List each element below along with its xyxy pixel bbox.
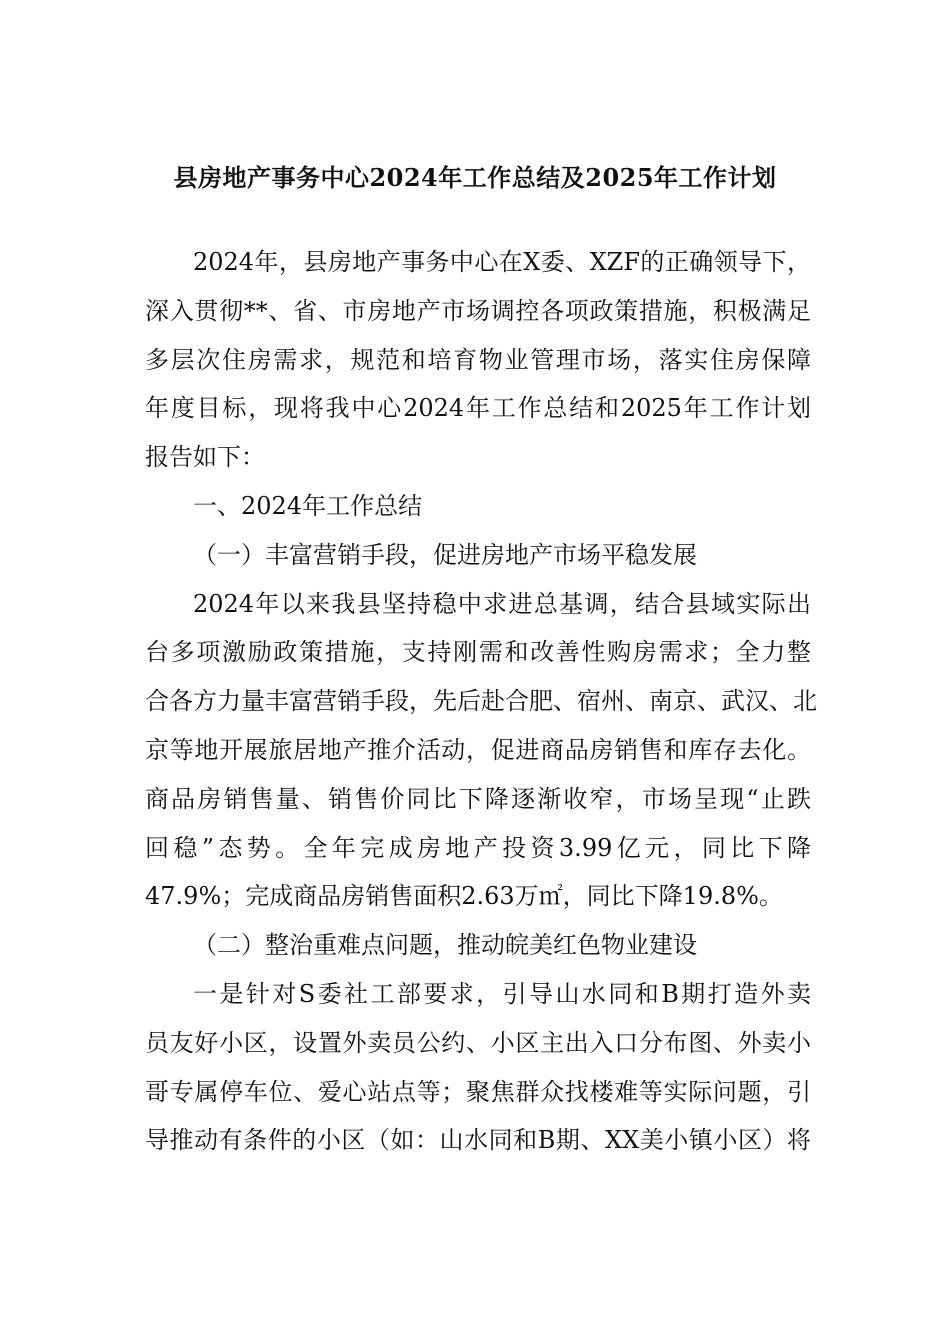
subsection-heading: （二）整治重难点问题，推动皖美红色物业建设 — [193, 931, 697, 960]
body-line: 商品房销售量、销售价同比下降逐渐收窄，市场呈现“止跌 — [145, 784, 811, 813]
body-line: 合各方力量丰富营销手段，先后赴合肥、宿州、南京、武汉、北 — [145, 687, 817, 716]
body-line: 年度目标，现将我中心2024年工作总结和2025年工作计划 — [145, 394, 811, 423]
body-line: 2024年以来我县坚持稳中求进总基调，结合县域实际出 — [193, 589, 811, 618]
body-line: 京等地开展旅居地产推介活动，促进商品房销售和库存去化。 — [145, 735, 811, 764]
body-line: 多层次住房需求，规范和培育物业管理市场，落实住房保障 — [145, 345, 811, 374]
section-heading: 一、2024年工作总结 — [193, 491, 423, 520]
body-line: 回稳”态势。全年完成房地产投资3.99亿元，同比下降 — [145, 833, 811, 862]
body-line: 报告如下： — [145, 443, 265, 472]
body-line: 一是针对S委社工部要求，引导山水同和B期打造外卖 — [193, 979, 811, 1008]
body-line: 台多项激励政策措施，支持刚需和改善性购房需求；全力整 — [145, 638, 811, 667]
body-line: 导推动有条件的小区（如：山水同和B期、XX美小镇小区）将 — [145, 1126, 811, 1155]
body-line: 员友好小区，设置外卖员公约、小区主出入口分布图、外卖小 — [145, 1028, 811, 1057]
document-title: 县房地产事务中心2024年工作总结及2025年工作计划 — [173, 163, 777, 192]
document-body — [145, 244, 817, 1171]
body-line: 47.9%；完成商品房销售面积2.63万㎡，同比下降19.8%。 — [145, 882, 783, 911]
body-line: 哥专属停车位、爱心站点等；聚焦群众找楼难等实际问题，引 — [145, 1077, 811, 1106]
body-line: 深入贯彻**、省、市房地产市场调控各项政策措施，积极满足 — [145, 296, 811, 325]
subsection-heading: （一）丰富营销手段，促进房地产市场平稳发展 — [193, 540, 697, 569]
body-line: 2024年，县房地产事务中心在X委、XZF的正确领导下， — [193, 248, 811, 276]
